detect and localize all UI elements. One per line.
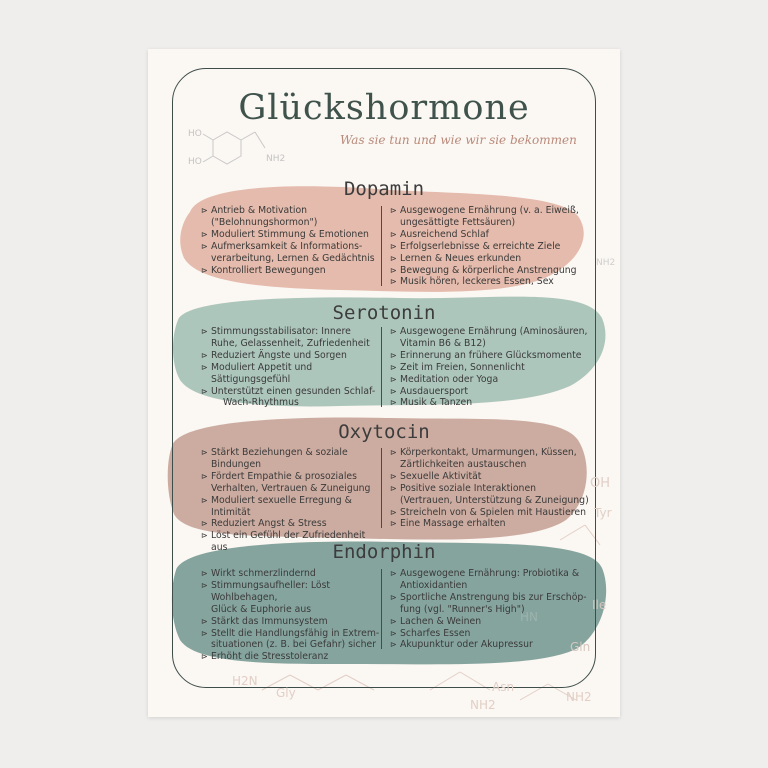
list-item: Ruhe, Gelassenheit, Zufriedenheit (211, 337, 370, 349)
list-item: ⊳ Fördert Empathie & prosoziales (201, 471, 383, 483)
list-item: ⊳ Ausreichend Schlaf (390, 229, 590, 241)
serotonin-sources-list (390, 326, 590, 409)
molecule-label: Tyr (594, 506, 612, 520)
list-item: ⊳ Wirkt schmerzlindernd (201, 568, 383, 580)
list-item: fung (vgl. "Runner's High") (400, 603, 525, 615)
molecule-label: NH2 (266, 154, 286, 164)
molecule-label: NH2 (596, 258, 616, 268)
molecule-label: NH2 (470, 698, 496, 712)
molecule-label: HO (188, 157, 202, 167)
molecule-label: NH2 (566, 690, 592, 704)
list-item: ⊳ Eine Massage erhalten (390, 518, 590, 530)
list-item: ⊳ Ausgewogene Ernährung: Probiotika & (390, 568, 590, 580)
list-item: situationen (z. B. bei Gefahr) sicher (211, 639, 377, 651)
list-item: ⊳ Ausgewogene Ernährung (Aminosäuren, (390, 326, 590, 338)
molecule-label: HO (188, 129, 202, 139)
poster-title: Glückshormone (238, 88, 530, 128)
dopamin-sources-list (390, 205, 590, 288)
list-item: ⊳ Antrieb & Motivation (201, 205, 383, 217)
list-item: ⊳ Scharfes Essen (390, 628, 590, 640)
list-item: ⊳ Kontrolliert Bewegungen (201, 265, 383, 277)
section-title-endorphin: Endorphin (332, 541, 436, 563)
dopamin-effects-list (201, 205, 383, 276)
list-item: ⊳ Positive soziale Interaktionen (390, 483, 590, 495)
oxytocin-sources-list (390, 447, 590, 530)
list-item: ⊳ Stimmungsstabilisator: Innere (201, 326, 383, 338)
list-item: ⊳ Erfolgserlebnisse & erreichte Ziele (390, 241, 590, 253)
endorphin-divider (381, 569, 382, 649)
serotonin-divider (381, 327, 382, 407)
list-item: ⊳ Meditation oder Yoga (390, 374, 590, 386)
list-item: (Vertrauen, Unterstützung & Zuneigung) (400, 494, 589, 506)
list-item: verarbeitung, Lernen & Gedächtnis (211, 252, 375, 264)
list-item: Vitamin B6 & B12) (400, 337, 486, 349)
list-item: ⊳ Aufmerksamkeit & Informations- (201, 241, 383, 253)
list-item: Verhalten, Vertrauen & Zuneigung (211, 482, 371, 494)
list-item: ⊳ Löst ein Gefühl der Zufriedenheit aus (201, 530, 383, 554)
list-item: ⊳ Lachen & Weinen (390, 616, 590, 628)
list-item: ⊳ Stellt die Handlungsfähig in Extrem- (201, 628, 383, 640)
list-item: Antioxidantien (400, 579, 468, 591)
section-title-dopamin: Dopamin (343, 178, 425, 200)
molecule-label: H2N (232, 674, 258, 688)
molecule-label: Ile (592, 598, 607, 612)
section-title-oxytocin: Oxytocin (338, 421, 430, 443)
list-item: ⊳ Sexuelle Aktivität (390, 471, 590, 483)
dopamin-divider (381, 206, 382, 286)
serotonin-effects-list (201, 326, 383, 409)
molecule-label: HN (520, 610, 538, 624)
list-item: ⊳ Stimmungsaufheller: Löst Wohlbehagen, (201, 580, 383, 604)
list-item: ⊳ Ausgewogene Ernährung (v. a. Eiweiß, (390, 205, 590, 217)
molecule-label: Gly (276, 686, 296, 700)
list-item: ⊳ Ausdauersport (390, 386, 590, 398)
list-item: ⊳ Musik & Tanzen (390, 397, 590, 409)
list-item: ⊳ Musik hören, leckeres Essen, Sex (390, 276, 590, 288)
molecule-label: OH (590, 476, 611, 491)
list-item: ⊳ Stärkt das Immunsystem (201, 616, 383, 628)
list-item: ⊳ Moduliert Appetit und Sättigungsgefühl (201, 362, 383, 386)
list-item: ⊳ Reduziert Angst & Stress (201, 518, 383, 530)
list-item: ⊳ Zeit im Freien, Sonnenlicht (390, 362, 590, 374)
list-item: ⊳ Streicheln von & Spielen mit Haustieren (390, 507, 590, 519)
list-item: ⊳ Sportliche Anstrengung bis zur Erschöp- (390, 592, 590, 604)
oxytocin-effects-list (201, 447, 383, 554)
list-item: ⊳ Akupunktur oder Akupressur (390, 639, 590, 651)
list-item: ungesättigte Fettsäuren) (400, 216, 516, 228)
list-item: ⊳ Bewegung & körperliche Anstrengung (390, 265, 590, 277)
list-item: ⊳ Erinnerung an frühere Glücksmomente (390, 350, 590, 362)
oxytocin-divider (381, 448, 382, 528)
molecule-label: Gln (570, 640, 591, 654)
list-item: ⊳ Körperkontakt, Umarmungen, Küssen, (390, 447, 590, 459)
endorphin-sources-list (390, 568, 590, 651)
list-item: ⊳ Unterstützt einen gesunden Schlaf- (201, 386, 383, 398)
endorphin-effects-list (201, 568, 383, 663)
list-item: Zärtlichkeiten austauschen (400, 458, 527, 470)
list-item: ⊳ Stärkt Beziehungen & soziale Bindungen (201, 447, 383, 471)
list-item: ("Belohnungshormon") (211, 216, 318, 228)
list-item: ⊳ Lernen & Neues erkunden (390, 253, 590, 265)
list-item: ⊳ Reduziert Ängste und Sorgen (201, 350, 383, 362)
list-item: Wach-Rhythmus (223, 397, 299, 409)
list-item: ⊳ Erhöht die Stresstoleranz (201, 651, 383, 663)
list-item: ⊳ Moduliert sexuelle Erregung & Intimität (201, 495, 383, 519)
list-item: ⊳ Moduliert Stimmung & Emotionen (201, 229, 383, 241)
section-title-serotonin: Serotonin (332, 302, 436, 324)
poster-subtitle: Was sie tun und wie wir sie bekommen (340, 133, 577, 147)
molecule-label: Asn (492, 680, 515, 694)
list-item: Glück & Euphorie aus (211, 603, 312, 615)
